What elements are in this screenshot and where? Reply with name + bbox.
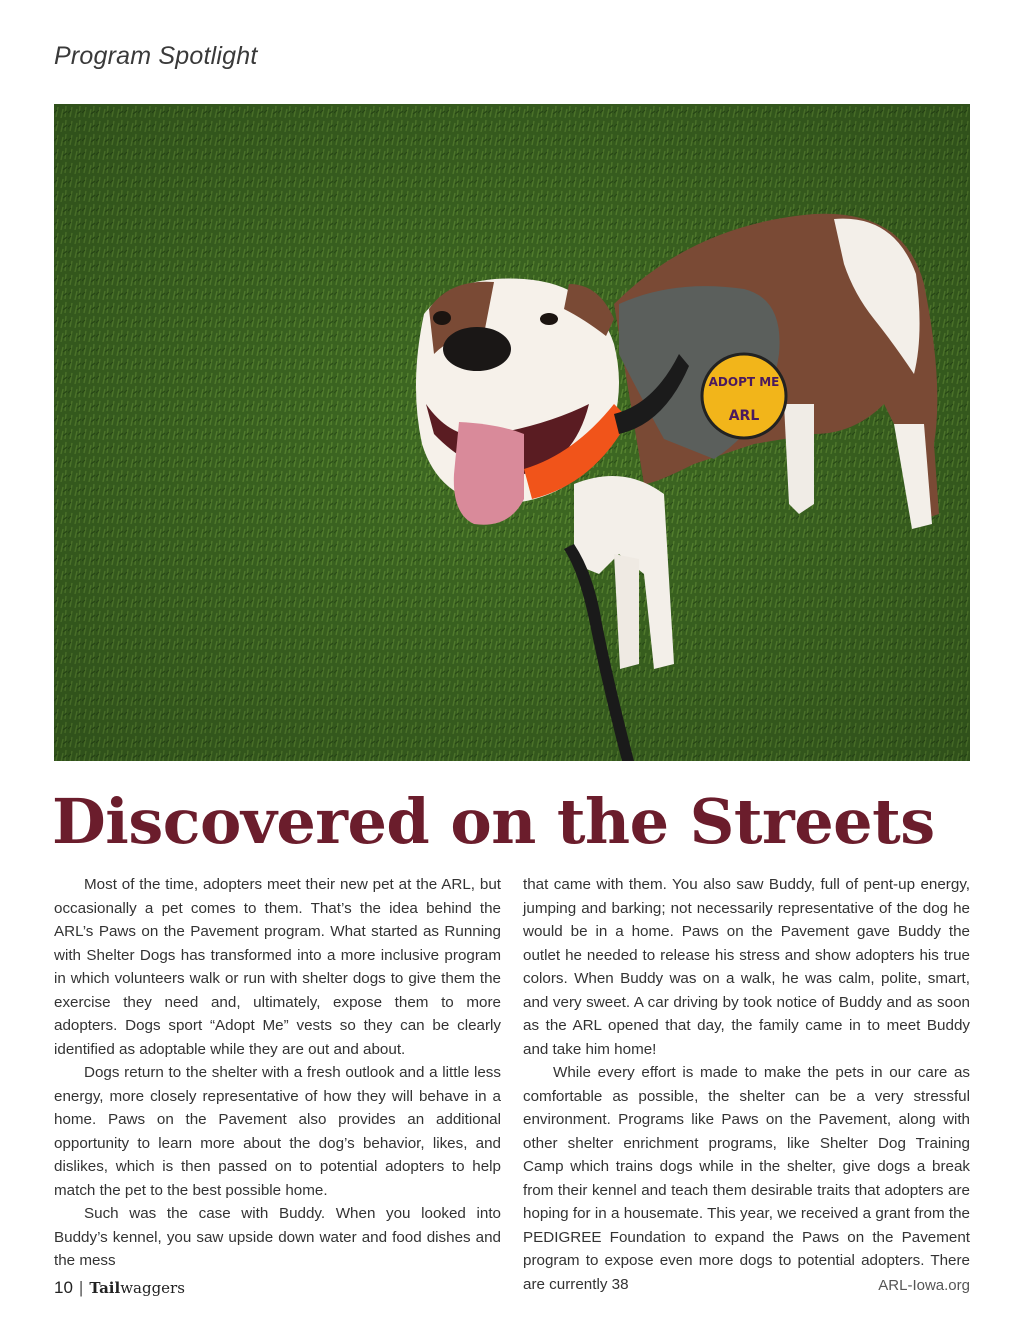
article-column-right — [523, 873, 970, 1296]
article-headline: Discovered on the Streets — [52, 785, 935, 858]
dog-illustration — [54, 104, 970, 761]
page-number: 10 — [54, 1278, 73, 1297]
paragraph: While every effort is made to make the pets in our care as comfortable as possible, the shelter can be a very stressful environment. Programs like Paws on the Pavement, along with other shelter enrichment programs, like Shelter Dog Training Camp which trains dogs while in the shelter, give dogs a break from their kennel and teach them desirable traits that adopters are hoping for in a housemate. This year, we received a grant from the PEDIGREE Foundation to expand the Paws on the Pavement program to expose even more dogs to potential adopters. There are currently 38 — [523, 1064, 970, 1293]
section-label: Program Spotlight — [54, 42, 258, 70]
brand-name-bold: Tail — [89, 1279, 121, 1297]
website-link[interactable]: ARL-Iowa.org — [878, 1277, 970, 1294]
vest-patch-top-text: ADOPT ME — [708, 375, 780, 389]
paragraph: Dogs return to the shelter with a fresh outlook and a little less energy, more closely representative of how they will behave in a home. Paws on the Pavement also provides an additional opportunity to learn more about the dog’s behavior, likes, and dislikes, which is then passed on to potential adopters to help match the pet to the best possible home. — [54, 1064, 501, 1199]
dog-photo — [54, 104, 970, 761]
page-footer-left — [54, 1278, 185, 1298]
brand-name-regular: waggers — [120, 1279, 185, 1297]
paragraph: Most of the time, adopters meet their new pet at the ARL, but occasionally a pet comes to them. That’s the idea behind the ARL’s Paws on the Pavement program. What started as Running with Shelter Dogs has transformed into a more inclusive program in which volunteers walk or run with shelter dogs to give them the exercise they need and, ultimately, expose them to more adopters. Dogs sport “Adopt Me” vests so they can be clearly identified as adoptable while they are out and about. — [54, 876, 501, 1058]
vest-patch-bottom-text: ARL — [728, 408, 760, 424]
footer-separator: | — [78, 1278, 84, 1297]
paragraph: that came with them. You also saw Buddy, full of pent-up energy, jumping and barking; not necessarily representative of the dog he would be in a home. Paws on the Pavement gave Buddy the outlet he needed to release his stress and show adopters his true colors. When Buddy was on a walk, he was calm, polite, smart, and very sweet. A car driving by took notice of Buddy and as soon as the ARL opened that day, the family came in to meet Buddy and take him home! — [523, 876, 970, 1058]
article-column-left — [54, 873, 501, 1273]
paragraph: Such was the case with Buddy. When you looked into Buddy’s kennel, you saw upside down water and food dishes and the mess — [54, 1205, 501, 1269]
